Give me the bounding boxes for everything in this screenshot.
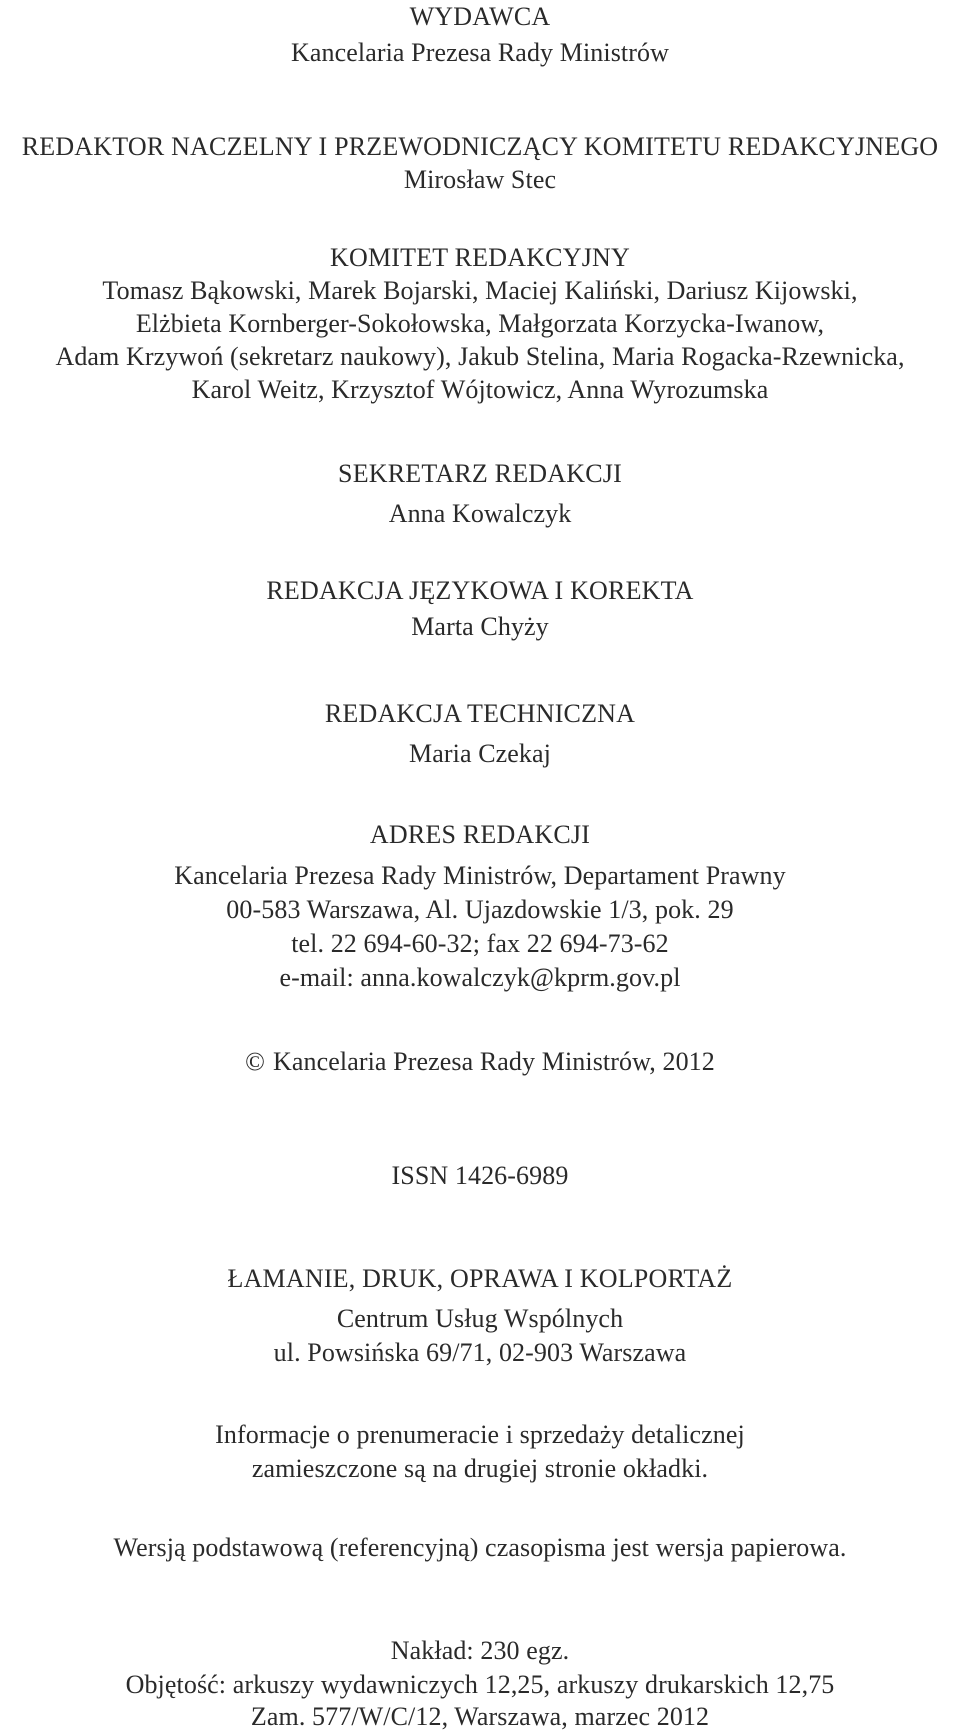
imprint-line: Zam. 577/W/C/12, Warszawa, marzec 2012 <box>250 1702 710 1731</box>
editor-in-chief-heading: REDAKTOR NACZELNY I PRZEWODNICZĄCY KOMITETU REDAKCYJNEGO <box>21 132 939 161</box>
publisher-heading: WYDAWCA <box>409 2 551 31</box>
copyright-text: Kancelaria Prezesa Rady Ministrów, 2012 <box>272 1047 715 1076</box>
committee-line: Elżbieta Kornberger-Sokołowska, Małgorzata Korzycka-Iwanow, <box>135 309 825 338</box>
copyright-icon: © <box>245 1047 265 1076</box>
imprint-line: Nakład: 230 egz. <box>390 1636 570 1665</box>
subscription-line: Informacje o prenumeracie i sprzedaży detalicznej <box>215 1420 745 1449</box>
committee-line: Tomasz Bąkowski, Marek Bojarski, Maciej Kaliński, Dariusz Kijowski, <box>102 276 858 305</box>
printing-heading: ŁAMANIE, DRUK, OPRAWA I KOLPORTAŻ <box>227 1264 733 1293</box>
subscription-line: zamieszczone są na drugiej stronie okładki. <box>251 1454 709 1483</box>
editorial-committee-heading: KOMITET REDAKCYJNY <box>330 243 630 272</box>
secretary-heading: SEKRETARZ REDAKCJI <box>338 459 622 488</box>
imprint-line: Objętość: arkuszy wydawniczych 12,25, arkuszy drukarskich 12,75 <box>125 1670 835 1699</box>
copyright-line <box>0 1045 960 1079</box>
language-editing-name: Marta Chyży <box>411 612 549 641</box>
publisher-name: Kancelaria Prezesa Rady Ministrów <box>290 38 669 67</box>
secretary-name: Anna Kowalczyk <box>388 499 572 528</box>
committee-line: Karol Weitz, Krzysztof Wójtowicz, Anna Wyrozumska <box>191 375 769 404</box>
address-line: tel. 22 694-60-32; fax 22 694-73-62 <box>291 929 669 958</box>
committee-line: Adam Krzywoń (sekretarz naukowy), Jakub Stelina, Maria Rogacka-Rzewnicka, <box>55 342 905 371</box>
language-editing-heading: REDAKCJA JĘZYKOWA I KOREKTA <box>266 576 694 605</box>
address-heading: ADRES REDAKCJI <box>369 820 591 849</box>
issn-line: ISSN 1426-6989 <box>391 1161 569 1190</box>
technical-editing-name: Maria Czekaj <box>409 739 551 768</box>
printing-line: Centrum Usług Wspólnych <box>336 1304 624 1333</box>
address-line: Kancelaria Prezesa Rady Ministrów, Departament Prawny <box>174 861 786 890</box>
editor-in-chief-name: Mirosław Stec <box>403 165 557 194</box>
reference-version-note: Wersją podstawową (referencyjną) czasopisma jest wersja papierowa. <box>113 1533 847 1562</box>
technical-editing-heading: REDAKCJA TECHNICZNA <box>324 699 636 728</box>
address-email: e-mail: anna.kowalczyk@kprm.gov.pl <box>279 963 681 992</box>
address-line: 00-583 Warszawa, Al. Ujazdowskie 1/3, pok. 29 <box>226 895 734 924</box>
printing-line: ul. Powsińska 69/71, 02-903 Warszawa <box>273 1338 687 1367</box>
